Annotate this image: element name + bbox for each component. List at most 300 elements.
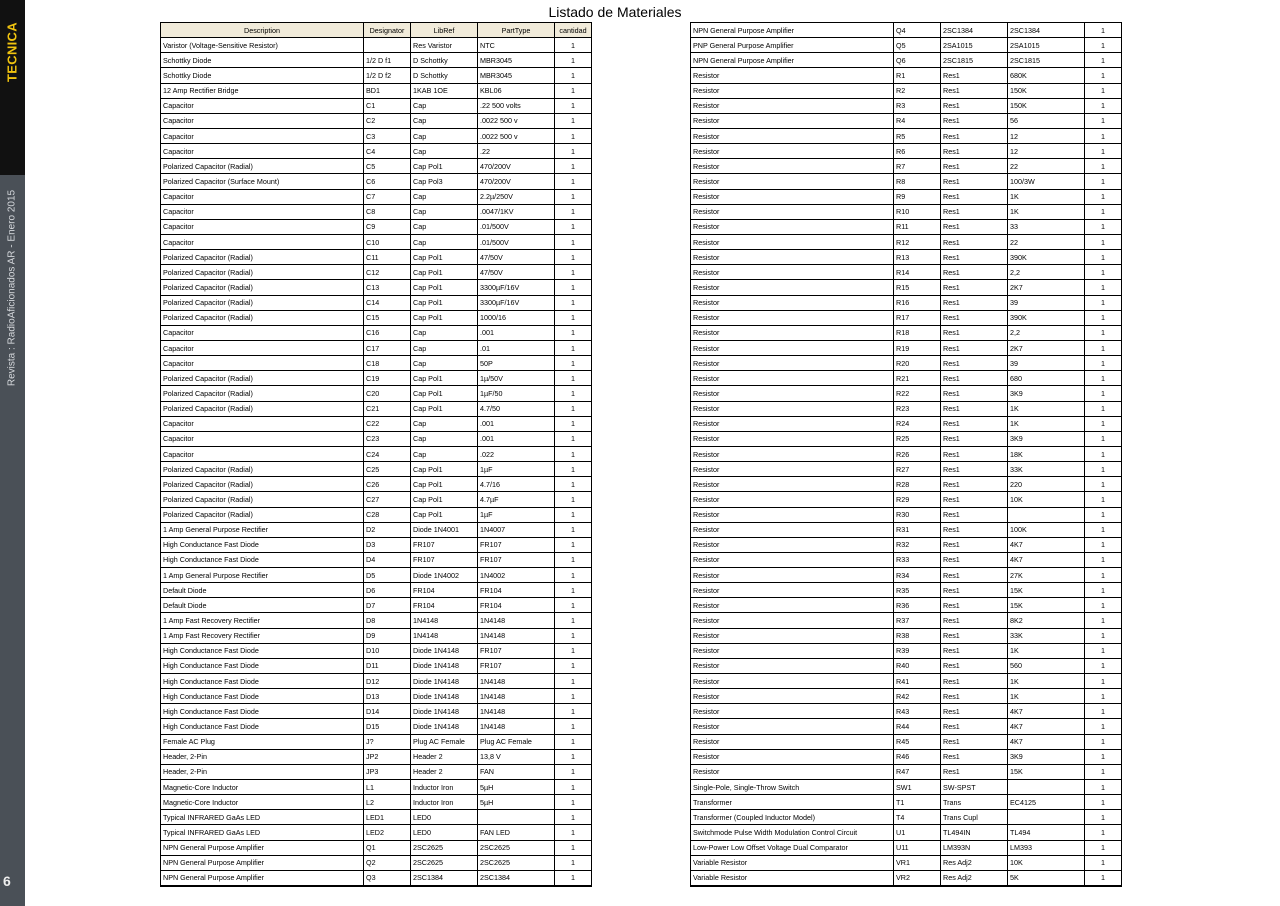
table-row [161,189,592,204]
cantidad-cell: 1 [1085,795,1122,810]
designator-cell: R24 [894,416,941,431]
libref-cell: SW-SPST [941,780,1008,795]
designator-cell: C6 [364,174,411,189]
table-row [161,38,592,53]
libref-cell: Res1 [941,416,1008,431]
libref-cell: FR104 [411,583,478,598]
table-row [161,537,592,552]
cantidad-cell: 1 [1085,98,1122,113]
libref-cell: Res1 [941,219,1008,234]
parttype-cell: .22 [478,144,555,159]
header-parttype: PartType [478,23,555,38]
description-cell: Resistor [691,98,894,113]
libref-cell: Cap [411,204,478,219]
cantidad-cell: 1 [1085,371,1122,386]
libref-cell: Res1 [941,204,1008,219]
parttype-cell: 47/50V [478,250,555,265]
cantidad-cell: 1 [555,295,592,310]
cantidad-cell: 1 [555,113,592,128]
cantidad-cell: 1 [1085,325,1122,340]
description-cell: Polarized Capacitor (Radial) [161,492,364,507]
table-row [161,325,592,340]
designator-cell: Q6 [894,53,941,68]
description-cell: Switchmode Pulse Width Modulation Control Circuit [691,825,894,840]
parttype-cell [1008,810,1085,825]
table-row [161,704,592,719]
description-cell: Resistor [691,174,894,189]
designator-cell: JP2 [364,749,411,764]
designator-cell: C19 [364,371,411,386]
libref-cell: Cap [411,144,478,159]
designator-cell: R22 [894,386,941,401]
designator-cell: Q3 [364,870,411,885]
designator-cell: Q4 [894,23,941,38]
parttype-cell: 33 [1008,219,1085,234]
table-row [161,749,592,764]
designator-cell: R33 [894,552,941,567]
designator-cell: C10 [364,234,411,249]
table-row [161,371,592,386]
cantidad-cell: 1 [1085,583,1122,598]
libref-cell: Res1 [941,446,1008,461]
designator-cell: R31 [894,522,941,537]
table-row [691,674,1122,689]
libref-cell: Cap Pol1 [411,250,478,265]
designator-cell: D4 [364,552,411,567]
parttype-cell: 1N4002 [478,568,555,583]
parttype-cell: FR107 [478,658,555,673]
libref-cell: Cap [411,128,478,143]
libref-cell: Res1 [941,159,1008,174]
designator-cell: D7 [364,598,411,613]
cantidad-cell: 1 [1085,446,1122,461]
description-cell: Magnetic-Core Inductor [161,795,364,810]
libref-cell: D Schottky [411,53,478,68]
table-row [161,810,592,825]
designator-cell: C23 [364,431,411,446]
parttype-cell: FAN LED [478,825,555,840]
description-cell: Polarized Capacitor (Radial) [161,401,364,416]
libref-cell: Cap [411,219,478,234]
table-row [691,356,1122,371]
table-row [691,537,1122,552]
table-row [161,204,592,219]
table-row [691,628,1122,643]
table-row [691,855,1122,870]
libref-cell: Res1 [941,83,1008,98]
parttype-cell: 1K [1008,401,1085,416]
libref-cell: Diode 1N4001 [411,522,478,537]
table-row [691,568,1122,583]
cantidad-cell: 1 [555,507,592,522]
cantidad-cell: 1 [555,340,592,355]
description-cell: Polarized Capacitor (Radial) [161,386,364,401]
libref-cell: Res Varistor [411,38,478,53]
parttype-cell: 2.2µ/250V [478,189,555,204]
description-cell: Schottky Diode [161,53,364,68]
libref-cell: 2SA1015 [941,38,1008,53]
parttype-cell: 22 [1008,234,1085,249]
libref-cell: Res1 [941,477,1008,492]
description-cell: Resistor [691,219,894,234]
designator-cell: C11 [364,250,411,265]
cantidad-cell: 1 [555,613,592,628]
parttype-cell: 3300µF/16V [478,295,555,310]
parttype-cell: 13,8 V [478,749,555,764]
cantidad-cell: 1 [1085,780,1122,795]
designator-cell: R30 [894,507,941,522]
designator-cell: R41 [894,674,941,689]
cantidad-cell: 1 [555,643,592,658]
table-row [161,401,592,416]
parttype-cell: 56 [1008,113,1085,128]
cantidad-cell: 1 [1085,477,1122,492]
table-row [161,658,592,673]
table-row [691,325,1122,340]
designator-cell: R47 [894,764,941,779]
cantidad-cell: 1 [555,628,592,643]
cantidad-cell: 1 [555,280,592,295]
parttype-cell: 560 [1008,658,1085,673]
table-row [691,371,1122,386]
designator-cell: L1 [364,780,411,795]
libref-cell: Cap [411,98,478,113]
parttype-cell: 5µH [478,795,555,810]
cantidad-cell: 1 [555,598,592,613]
parttype-cell: 2SC1815 [1008,53,1085,68]
libref-cell: 2SC1384 [411,870,478,885]
parttype-cell: 33K [1008,628,1085,643]
description-cell: Capacitor [161,128,364,143]
designator-cell: VR2 [894,870,941,885]
libref-cell: Res Adj2 [941,855,1008,870]
libref-cell: Res1 [941,295,1008,310]
description-cell: High Conductance Fast Diode [161,643,364,658]
designator-cell: D12 [364,674,411,689]
description-cell: NPN General Purpose Amplifier [161,855,364,870]
cantidad-cell: 1 [555,795,592,810]
libref-cell: Cap Pol1 [411,371,478,386]
parttype-cell: 18K [1008,446,1085,461]
description-cell: High Conductance Fast Diode [161,674,364,689]
table-row [691,250,1122,265]
parttype-cell: 3K9 [1008,431,1085,446]
parttype-cell: 4.7/16 [478,477,555,492]
parttype-cell: Plug AC Female [478,734,555,749]
libref-cell: Res1 [941,552,1008,567]
description-cell: Polarized Capacitor (Radial) [161,371,364,386]
table-row [691,113,1122,128]
libref-cell: Res1 [941,401,1008,416]
cantidad-cell: 1 [555,250,592,265]
cantidad-cell: 1 [555,310,592,325]
cantidad-cell: 1 [555,83,592,98]
description-cell: Resistor [691,749,894,764]
description-cell: Capacitor [161,340,364,355]
description-cell: Resistor [691,371,894,386]
parttype-cell: 2SC2625 [478,840,555,855]
description-cell: NPN General Purpose Amplifier [691,53,894,68]
description-cell: Variable Resistor [691,870,894,885]
libref-cell: Cap [411,431,478,446]
designator-cell: R14 [894,265,941,280]
description-cell: Capacitor [161,219,364,234]
cantidad-cell: 1 [555,810,592,825]
parttype-cell: 5K [1008,870,1085,885]
libref-cell: Res1 [941,340,1008,355]
libref-cell: Diode 1N4148 [411,643,478,658]
description-cell: Resistor [691,144,894,159]
parttype-cell [1008,507,1085,522]
cantidad-cell: 1 [1085,689,1122,704]
table-row [691,689,1122,704]
table-row [691,764,1122,779]
description-cell: High Conductance Fast Diode [161,704,364,719]
cantidad-cell: 1 [1085,356,1122,371]
parttype-cell: 1µF [478,507,555,522]
cantidad-cell: 1 [555,719,592,734]
libref-cell: Res1 [941,174,1008,189]
description-cell: Resistor [691,507,894,522]
table-row [161,583,592,598]
libref-cell: Trans Cupl [941,810,1008,825]
table-row [161,144,592,159]
description-cell: Resistor [691,340,894,355]
libref-cell: Res1 [941,250,1008,265]
designator-cell: R44 [894,719,941,734]
parttype-cell: 1µF/50 [478,386,555,401]
bom-table-right [690,22,1122,887]
designator-cell: C13 [364,280,411,295]
designator-cell: C25 [364,462,411,477]
description-cell: Resistor [691,159,894,174]
designator-cell: C3 [364,128,411,143]
libref-cell: Diode 1N4148 [411,658,478,673]
cantidad-cell: 1 [1085,764,1122,779]
designator-cell: C7 [364,189,411,204]
description-cell: Variable Resistor [691,855,894,870]
libref-cell: Res1 [941,583,1008,598]
description-cell: Resistor [691,583,894,598]
parttype-cell: 150K [1008,83,1085,98]
parttype-cell: 2K7 [1008,280,1085,295]
table-row [161,795,592,810]
table-row [691,401,1122,416]
cantidad-cell: 1 [1085,401,1122,416]
designator-cell: C27 [364,492,411,507]
designator-cell: C18 [364,356,411,371]
description-cell: Transformer (Coupled Inductor Model) [691,810,894,825]
table-row [691,825,1122,840]
libref-cell: Res1 [941,719,1008,734]
description-cell: Resistor [691,613,894,628]
parttype-cell: 4.7µF [478,492,555,507]
cantidad-cell: 1 [1085,810,1122,825]
designator-cell: C5 [364,159,411,174]
parttype-cell: 1N4148 [478,613,555,628]
designator-cell: T4 [894,810,941,825]
libref-cell: Diode 1N4148 [411,689,478,704]
designator-cell: LED1 [364,810,411,825]
header-description: Description [161,23,364,38]
parttype-cell [478,810,555,825]
cantidad-cell: 1 [1085,280,1122,295]
table-row [691,234,1122,249]
libref-cell: Res1 [941,689,1008,704]
designator-cell: R8 [894,174,941,189]
designator-cell: R4 [894,113,941,128]
designator-cell: C17 [364,340,411,355]
description-cell: Schottky Diode [161,68,364,83]
table-row [691,583,1122,598]
cantidad-cell: 1 [555,446,592,461]
libref-cell: 2SC2625 [411,855,478,870]
cantidad-cell: 1 [555,68,592,83]
parttype-cell: MBR3045 [478,68,555,83]
table-row [691,174,1122,189]
designator-cell: R37 [894,613,941,628]
parttype-cell: 1µ/50V [478,371,555,386]
designator-cell: R18 [894,325,941,340]
libref-cell: LED0 [411,825,478,840]
libref-cell: Res1 [941,492,1008,507]
cantidad-cell: 1 [1085,23,1122,38]
cantidad-cell: 1 [555,492,592,507]
cantidad-cell: 1 [1085,386,1122,401]
cantidad-cell: 1 [555,371,592,386]
description-cell: Resistor [691,68,894,83]
table-row [161,295,592,310]
libref-cell: Res1 [941,113,1008,128]
cantidad-cell: 1 [1085,734,1122,749]
libref-cell: Res1 [941,764,1008,779]
libref-cell: Res1 [941,234,1008,249]
description-cell: 1 Amp Fast Recovery Rectifier [161,628,364,643]
cantidad-cell: 1 [555,204,592,219]
table-row [161,310,592,325]
header-libref: LibRef [411,23,478,38]
cantidad-cell: 1 [1085,719,1122,734]
table-row [691,98,1122,113]
description-cell: Transformer [691,795,894,810]
table-row [691,83,1122,98]
cantidad-cell: 1 [1085,113,1122,128]
designator-cell: D14 [364,704,411,719]
table-row [161,870,592,885]
parttype-cell: .22 500 volts [478,98,555,113]
libref-cell: LED0 [411,810,478,825]
designator-cell: D6 [364,583,411,598]
description-cell: High Conductance Fast Diode [161,537,364,552]
libref-cell: Res1 [941,568,1008,583]
description-cell: Polarized Capacitor (Radial) [161,462,364,477]
description-cell: Capacitor [161,356,364,371]
description-cell: High Conductance Fast Diode [161,658,364,673]
bom-table-left [160,22,592,887]
parttype-cell: 1N4148 [478,674,555,689]
description-cell: Capacitor [161,189,364,204]
table-row [161,386,592,401]
parttype-cell: 1N4148 [478,689,555,704]
libref-cell: Cap [411,113,478,128]
description-cell: Header, 2-Pin [161,749,364,764]
table-row [161,431,592,446]
parttype-cell: 39 [1008,295,1085,310]
designator-cell: R20 [894,356,941,371]
parttype-cell: .01 [478,340,555,355]
cantidad-cell: 1 [555,477,592,492]
description-cell: 1 Amp General Purpose Rectifier [161,568,364,583]
description-cell: Resistor [691,537,894,552]
parttype-cell: 3300µF/16V [478,280,555,295]
libref-cell: Res Adj2 [941,870,1008,885]
description-cell: Capacitor [161,446,364,461]
cantidad-cell: 1 [555,734,592,749]
cantidad-cell: 1 [555,189,592,204]
cantidad-cell: 1 [555,522,592,537]
designator-cell: C12 [364,265,411,280]
libref-cell: 2SC1384 [941,23,1008,38]
description-cell: Resistor [691,401,894,416]
cantidad-cell: 1 [1085,825,1122,840]
description-cell: Polarized Capacitor (Surface Mount) [161,174,364,189]
cantidad-cell: 1 [555,537,592,552]
designator-cell: JP3 [364,764,411,779]
description-cell: Capacitor [161,144,364,159]
designator-cell: R15 [894,280,941,295]
table-row [161,159,592,174]
libref-cell: Res1 [941,386,1008,401]
table-row [161,628,592,643]
description-cell: 12 Amp Rectifier Bridge [161,83,364,98]
libref-cell: TL494IN [941,825,1008,840]
parttype-cell: 1µF [478,462,555,477]
designator-cell: R19 [894,340,941,355]
table-row [161,598,592,613]
description-cell: Typical INFRARED GaAs LED [161,810,364,825]
table-row [691,68,1122,83]
cantidad-cell: 1 [1085,340,1122,355]
parttype-cell: FR107 [478,643,555,658]
table-row [691,38,1122,53]
cantidad-cell: 1 [1085,128,1122,143]
libref-cell: Cap Pol1 [411,265,478,280]
designator-cell: R25 [894,431,941,446]
description-cell: NPN General Purpose Amplifier [161,840,364,855]
libref-cell: Cap Pol1 [411,159,478,174]
table-row [161,477,592,492]
table-row [161,53,592,68]
parttype-cell: NTC [478,38,555,53]
cantidad-cell: 1 [555,658,592,673]
description-cell: Resistor [691,446,894,461]
cantidad-cell: 1 [555,568,592,583]
table-row [161,522,592,537]
parttype-cell: 2SA1015 [1008,38,1085,53]
cantidad-cell: 1 [1085,204,1122,219]
designator-cell: BD1 [364,83,411,98]
parttype-cell: 1K [1008,416,1085,431]
libref-cell: Cap Pol1 [411,310,478,325]
parttype-cell: 15K [1008,583,1085,598]
libref-cell: Res1 [941,325,1008,340]
table-row [691,507,1122,522]
designator-cell: J? [364,734,411,749]
libref-cell: Cap Pol3 [411,174,478,189]
libref-cell: Res1 [941,674,1008,689]
designator-cell: R34 [894,568,941,583]
designator-cell: C2 [364,113,411,128]
